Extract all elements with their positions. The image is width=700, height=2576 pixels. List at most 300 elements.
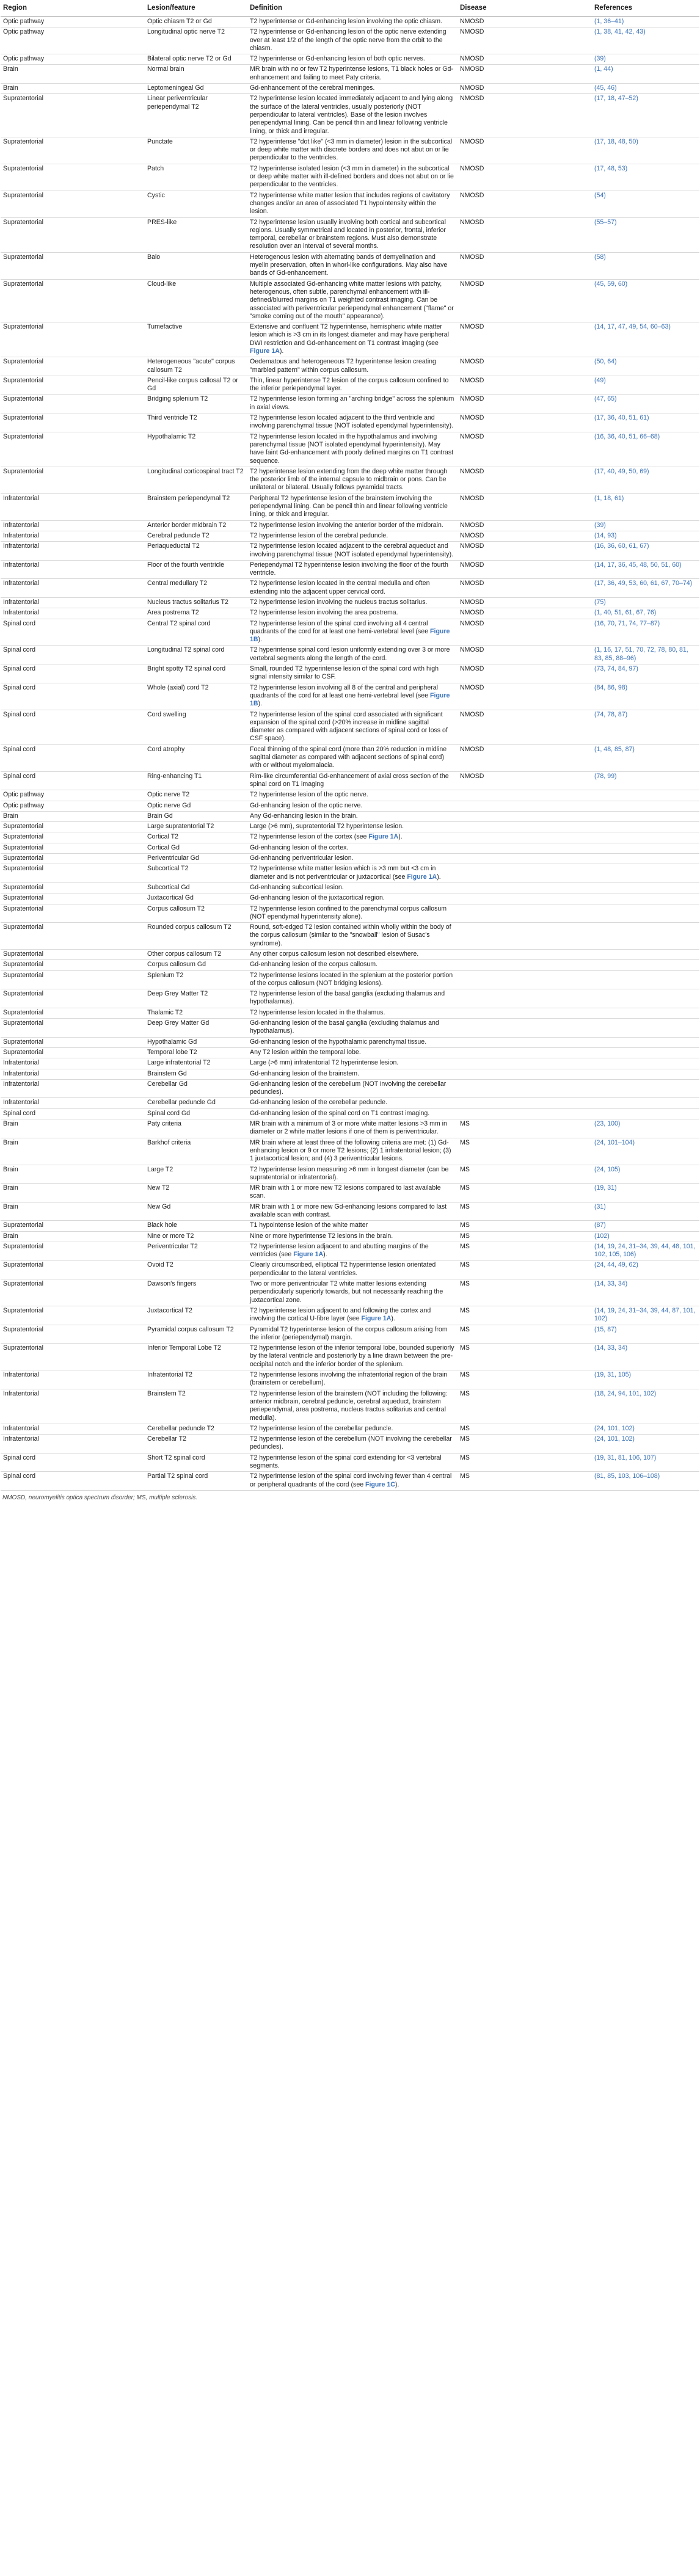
cell-definition: T2 hyperintense or Gd-enhancing lesion of both optic nerves. — [247, 54, 458, 65]
table-row — [1, 1435, 699, 1454]
cell-definition: Extensive and confluent T2 hyperintense, hemispheric white matter lesion which is >3 cm in its longest diameter and may have peripheral DWI restriction and Gd-enhancement on T1 contrast imaging (see Figure 1A). — [247, 322, 458, 357]
cell-definition: T2 hyperintense lesions involving the infratentorial region of the brain (brainstem or cerebellum). — [247, 1370, 458, 1389]
cell-references[interactable]: (17, 18, 48, 50) — [592, 137, 699, 164]
cell-disease: MS — [458, 1231, 592, 1242]
cell-disease: NMOSD — [458, 164, 592, 191]
cell-definition: Nine or more hyperintense T2 lesions in the brain. — [247, 1231, 458, 1242]
cell-references[interactable]: (19, 31, 81, 106, 107) — [592, 1453, 699, 1472]
cell-references[interactable]: (87) — [592, 1221, 699, 1231]
cell-region: Supratentorial — [1, 252, 145, 279]
cell-disease: MS — [458, 1472, 592, 1491]
cell-region: Spinal cord — [1, 683, 145, 710]
table-row — [1, 989, 699, 1008]
table-header — [1, 0, 699, 17]
cell-references[interactable]: (14, 19, 24, 31–34, 39, 44, 48, 101, 102, 105, 106) — [592, 1242, 699, 1261]
cell-lesion-feature: Juxtacortical T2 — [145, 1306, 247, 1325]
cell-references — [592, 960, 699, 970]
cell-disease — [458, 1098, 592, 1108]
table-footnote: NMOSD, neuromyelitis optica spectrum disorder; MS, multiple sclerosis. — [2, 1494, 197, 1501]
cell-references[interactable]: (1, 40, 51, 61, 67, 76) — [592, 608, 699, 619]
cell-references[interactable]: (16, 36, 60, 61, 67) — [592, 542, 699, 561]
cell-disease: MS — [458, 1221, 592, 1231]
table-row — [1, 1202, 699, 1221]
cell-references[interactable]: (1, 16, 17, 51, 70, 72, 78, 80, 81, 83, 85, 88–96) — [592, 646, 699, 664]
cell-region: Optic pathway — [1, 54, 145, 65]
table-row — [1, 357, 699, 376]
cell-references[interactable]: (1, 38, 41, 42, 43) — [592, 27, 699, 54]
cell-references[interactable]: (24, 44, 49, 62) — [592, 1261, 699, 1279]
cell-disease — [458, 923, 592, 950]
cell-disease — [458, 1047, 592, 1058]
cell-references — [592, 882, 699, 893]
cell-lesion-feature: Patch — [145, 164, 247, 191]
cell-definition: T2 hyperintense lesion of the brainstem (NOT including the following: anterior midbrain, cerebral peduncle, cerebral aqueduct, brainstem periependymal, area postrema, nucleus tractus solitarius and central medulla). — [247, 1389, 458, 1424]
cell-definition: T2 hyperintense "dot like" (<3 mm in diameter) lesion in the subcortical or deep white matter with discrete borders and does not abut on or lie perpendicular to the ventricles. — [247, 137, 458, 164]
cell-disease: NMOSD — [458, 84, 592, 94]
cell-definition: T2 hyperintense lesion of the spinal cord extending for <3 vertebral segments. — [247, 1453, 458, 1472]
cell-region: Spinal cord — [1, 771, 145, 790]
cell-region: Infratentorial — [1, 579, 145, 598]
table-row — [1, 1370, 699, 1389]
header-disease: Disease — [458, 0, 592, 17]
cell-region: Supratentorial — [1, 970, 145, 989]
table-row — [1, 949, 699, 959]
header-references: References — [592, 0, 699, 17]
cell-lesion-feature: Cystic — [145, 191, 247, 217]
cell-region: Infratentorial — [1, 1435, 145, 1454]
cell-region: Supratentorial — [1, 904, 145, 923]
cell-region: Supratentorial — [1, 893, 145, 904]
cell-definition: Gd-enhancing lesion of the hypothalamic parenchymal tissue. — [247, 1037, 458, 1047]
cell-disease: MS — [458, 1119, 592, 1138]
cell-definition: Any Gd-enhancing lesion in the brain. — [247, 811, 458, 821]
cell-references[interactable]: (58) — [592, 252, 699, 279]
figure-link[interactable]: Figure 1A — [293, 1251, 324, 1259]
table-row — [1, 27, 699, 54]
cell-region: Supratentorial — [1, 376, 145, 395]
table-row — [1, 252, 699, 279]
table-row — [1, 598, 699, 608]
cell-disease — [458, 989, 592, 1008]
cell-disease — [458, 854, 592, 864]
cell-definition: Gd-enhancing lesion of the corpus callosum. — [247, 960, 458, 970]
cell-references[interactable]: (1, 36–41) — [592, 17, 699, 27]
cell-references[interactable]: (75) — [592, 598, 699, 608]
cell-definition: Pyramidal T2 hyperintense lesion of the corpus callosum arising from the inferior (periependymal) margin. — [247, 1325, 458, 1344]
header-lesion-feature: Lesion/feature — [145, 0, 247, 17]
cell-disease: MS — [458, 1435, 592, 1454]
cell-lesion-feature: Whole (axial) cord T2 — [145, 683, 247, 710]
cell-lesion-feature: Cerebellar peduncle T2 — [145, 1424, 247, 1434]
cell-lesion-feature: Subcortical Gd — [145, 882, 247, 893]
cell-disease — [458, 832, 592, 843]
cell-disease — [458, 864, 592, 883]
cell-definition: T2 hyperintense lesion located immediately adjacent to and lying along the surface of the lateral ventricles, usually posteriorly (NOT perpendicular to lateral ventricles). Base of the lesion involves periependymal lining. Can be pencil thin and linear following ventricle lining, or thick and irregular. — [247, 94, 458, 137]
cell-disease: NMOSD — [458, 664, 592, 683]
table-row — [1, 17, 699, 27]
cell-references[interactable]: (17, 40, 49, 50, 69) — [592, 467, 699, 493]
table-row — [1, 279, 699, 322]
figure-link[interactable]: Figure 1A — [250, 347, 280, 355]
cell-references — [592, 1069, 699, 1079]
cell-disease: NMOSD — [458, 54, 592, 65]
cell-lesion-feature: Subcortical T2 — [145, 864, 247, 883]
cell-region: Optic pathway — [1, 17, 145, 27]
table-row — [1, 1242, 699, 1261]
cell-region: Supratentorial — [1, 1008, 145, 1018]
table-row — [1, 1069, 699, 1079]
cell-references — [592, 1008, 699, 1018]
cell-disease: NMOSD — [458, 252, 592, 279]
cell-region: Supratentorial — [1, 822, 145, 832]
cell-lesion-feature: PRES-like — [145, 217, 247, 252]
cell-references[interactable]: (47, 65) — [592, 395, 699, 413]
cell-definition: Two or more periventricular T2 white matter lesions extending perpendicularly superiorly towards, but not necessarily reaching the juxtacortical zone. — [247, 1279, 458, 1306]
cell-definition: T2 hyperintense lesion of the optic nerve. — [247, 790, 458, 801]
cell-lesion-feature: Cerebellar peduncle Gd — [145, 1098, 247, 1108]
cell-lesion-feature: Nucleus tractus solitarius T2 — [145, 598, 247, 608]
cell-references[interactable]: (81, 85, 103, 106–108) — [592, 1472, 699, 1491]
cell-references[interactable]: (17, 36, 49, 53, 60, 61, 67, 70–74) — [592, 579, 699, 598]
cell-lesion-feature: Brainstem Gd — [145, 1069, 247, 1079]
table-row — [1, 54, 699, 65]
cell-references[interactable]: (74, 78, 87) — [592, 710, 699, 744]
cell-lesion-feature: Infratentorial T2 — [145, 1370, 247, 1389]
table-row — [1, 854, 699, 864]
cell-references[interactable]: (78, 99) — [592, 771, 699, 790]
cell-references[interactable]: (1, 48, 85, 87) — [592, 744, 699, 771]
cell-region: Spinal cord — [1, 710, 145, 744]
table-row — [1, 970, 699, 989]
figure-link[interactable]: Figure 1C — [365, 1480, 395, 1488]
cell-references[interactable]: (102) — [592, 1231, 699, 1242]
cell-references[interactable]: (24, 101–104) — [592, 1138, 699, 1165]
cell-disease: NMOSD — [458, 65, 592, 84]
table-row — [1, 822, 699, 832]
cell-references[interactable]: (1, 44) — [592, 65, 699, 84]
cell-region: Infratentorial — [1, 1079, 145, 1098]
cell-disease — [458, 1069, 592, 1079]
table-row — [1, 771, 699, 790]
cell-references[interactable]: (31) — [592, 1202, 699, 1221]
cell-region: Supratentorial — [1, 413, 145, 432]
cell-disease — [458, 904, 592, 923]
cell-references[interactable]: (24, 105) — [592, 1165, 699, 1184]
cell-definition: T2 hyperintense lesion located in the hypothalamus and involving parenchymal tissue (NOT isolated ependymal hyperintensity). May have faint Gd-enhancement with poorly defined margins on T1 contrast sequence. — [247, 432, 458, 467]
table-row — [1, 1138, 699, 1165]
cell-references[interactable]: (50, 64) — [592, 357, 699, 376]
cell-references[interactable]: (73, 74, 84, 97) — [592, 664, 699, 683]
cell-definition: Any other corpus callosum lesion not described elsewhere. — [247, 949, 458, 959]
cell-references[interactable]: (15, 87) — [592, 1325, 699, 1344]
cell-region: Spinal cord — [1, 1472, 145, 1491]
cell-definition: Multiple associated Gd-enhancing white matter lesions with patchy, heterogenous, often subtle, parenchymal enhancement with ill-defined/blurred margins on T1 weighted contrast imaging. Can be associated with periventricular periependymal enhancement ("flame" or "smoke coming out of the mouth" appearance). — [247, 279, 458, 322]
cell-definition: T2 hyperintense lesion of the spinal cord involving fewer than 4 central or peripheral quadrants of the cord (see Figure 1C). — [247, 1472, 458, 1491]
cell-disease: MS — [458, 1279, 592, 1306]
cell-disease — [458, 893, 592, 904]
cell-region: Supratentorial — [1, 191, 145, 217]
cell-definition: MR brain with 1 or more new T2 lesions compared to last available scan. — [247, 1184, 458, 1202]
cell-lesion-feature: Central T2 spinal cord — [145, 619, 247, 646]
cell-region: Spinal cord — [1, 664, 145, 683]
table-row — [1, 1231, 699, 1242]
cell-lesion-feature: Balo — [145, 252, 247, 279]
cell-lesion-feature: Brainstem periependymal T2 — [145, 493, 247, 520]
cell-disease: NMOSD — [458, 27, 592, 54]
header-region: Region — [1, 0, 145, 17]
cell-region: Brain — [1, 1119, 145, 1138]
cell-definition: T2 hyperintense lesion involving the area postrema. — [247, 608, 458, 619]
cell-references[interactable]: (23, 100) — [592, 1119, 699, 1138]
cell-references[interactable]: (14, 17, 47, 49, 54, 60–63) — [592, 322, 699, 357]
table-row — [1, 137, 699, 164]
cell-lesion-feature: Spinal cord Gd — [145, 1108, 247, 1119]
cell-definition: T2 hyperintense lesion of the spinal cord involving all 4 central quadrants of the cord for at least one hemi-vertebral level (see Figure 1B). — [247, 619, 458, 646]
cell-region: Supratentorial — [1, 432, 145, 467]
cell-definition: Gd-enhancing lesion of the cerebellar peduncle. — [247, 1098, 458, 1108]
table-row — [1, 1047, 699, 1058]
cell-references[interactable]: (49) — [592, 376, 699, 395]
cell-definition: Gd-enhancing lesion of the basal ganglia (excluding thalamus and hypothalamus). — [247, 1019, 458, 1038]
cell-disease — [458, 1008, 592, 1018]
cell-disease — [458, 882, 592, 893]
cell-disease: MS — [458, 1424, 592, 1434]
cell-references[interactable]: (17, 18, 47–52) — [592, 94, 699, 137]
table-row — [1, 579, 699, 598]
cell-references — [592, 893, 699, 904]
cell-references — [592, 822, 699, 832]
cell-references[interactable]: (45, 59, 60) — [592, 279, 699, 322]
table-row — [1, 832, 699, 843]
cell-disease: NMOSD — [458, 279, 592, 322]
cell-disease: MS — [458, 1242, 592, 1261]
cell-references — [592, 904, 699, 923]
table-row — [1, 790, 699, 801]
cell-definition: MR brain where at least three of the following criteria are met: (1) Gd-enhancing lesion or 9 or more T2 lesions; (2) 1 infratentorial lesion; (3) 1 juxtacortical lesion; and (4) 3 periventricular lesions. — [247, 1138, 458, 1165]
cell-lesion-feature: Longitudinal corticospinal tract T2 — [145, 467, 247, 493]
cell-disease: NMOSD — [458, 560, 592, 579]
cell-definition: T2 hyperintense lesion located adjacent to the cerebral aqueduct and involving parenchymal tissue (NOT isolated ependymal hyperintensity). — [247, 542, 458, 561]
cell-lesion-feature: Black hole — [145, 1221, 247, 1231]
cell-lesion-feature: Bilateral optic nerve T2 or Gd — [145, 54, 247, 65]
cell-lesion-feature: Deep Grey Matter Gd — [145, 1019, 247, 1038]
table-row — [1, 84, 699, 94]
cell-definition: T2 hyperintense or Gd-enhancing lesion of the optic nerve extending over at least 1/2 of the length of the optic nerve from the orbit to the chiasm. — [247, 27, 458, 54]
table-row — [1, 191, 699, 217]
cell-lesion-feature: Tumefactive — [145, 322, 247, 357]
cell-disease: MS — [458, 1184, 592, 1202]
cell-disease: MS — [458, 1261, 592, 1279]
cell-region: Supratentorial — [1, 94, 145, 137]
table-row — [1, 1008, 699, 1018]
cell-lesion-feature: Short T2 spinal cord — [145, 1453, 247, 1472]
cell-references[interactable]: (54) — [592, 191, 699, 217]
cell-lesion-feature: Cortical Gd — [145, 843, 247, 853]
cell-definition: T2 hyperintense white matter lesion that includes regions of cavitatory changes and/or an area of associated T1 hypointensity within the lesion. — [247, 191, 458, 217]
figure-link[interactable]: Figure 1A — [368, 833, 399, 841]
cell-definition: T2 hyperintense lesions located in the splenium at the posterior portion of the corpus callosum (NOT bridging lesions). — [247, 970, 458, 989]
cell-lesion-feature: Brainstem T2 — [145, 1389, 247, 1424]
cell-references[interactable]: (39) — [592, 54, 699, 65]
cell-references[interactable]: (17, 36, 40, 51, 61) — [592, 413, 699, 432]
cell-references — [592, 923, 699, 950]
cell-disease — [458, 1058, 592, 1069]
cell-lesion-feature: Large infratentorial T2 — [145, 1058, 247, 1069]
cell-definition: T2 hyperintense lesion located in the central medulla and often extending into the adjacent upper cervical cord. — [247, 579, 458, 598]
cell-references[interactable]: (24, 101, 102) — [592, 1424, 699, 1434]
cell-region: Supratentorial — [1, 164, 145, 191]
cell-region: Supratentorial — [1, 1221, 145, 1231]
cell-region: Supratentorial — [1, 923, 145, 950]
cell-definition: T2 hyperintense lesion usually involving both cortical and subcortical regions. Usually symmetrical and located in posterior, frontal, inferior temporal, cerebellar or brainstem regions. Must also demonstrate resolution over an interval of several months. — [247, 217, 458, 252]
cell-lesion-feature: Anterior border midbrain T2 — [145, 520, 247, 531]
table-row — [1, 467, 699, 493]
cell-references[interactable]: (14, 17, 36, 45, 48, 50, 51, 60) — [592, 560, 699, 579]
cell-definition: Gd-enhancing lesion of the optic nerve. — [247, 801, 458, 811]
cell-region: Supratentorial — [1, 1279, 145, 1306]
table-row — [1, 608, 699, 619]
cell-disease: MS — [458, 1389, 592, 1424]
figure-link[interactable]: Figure 1A — [361, 1315, 392, 1323]
cell-disease: NMOSD — [458, 467, 592, 493]
cell-definition: MR brain with no or few T2 hyperintense lesions, T1 black holes or Gd-enhancement and failing to meet Paty criteria. — [247, 65, 458, 84]
cell-region: Infratentorial — [1, 520, 145, 531]
cell-lesion-feature: Ovoid T2 — [145, 1261, 247, 1279]
cell-disease: NMOSD — [458, 191, 592, 217]
cell-references[interactable]: (16, 70, 71, 74, 77–87) — [592, 619, 699, 646]
cell-references[interactable]: (14, 33, 34) — [592, 1344, 699, 1370]
table-row — [1, 619, 699, 646]
cell-lesion-feature: Splenium T2 — [145, 970, 247, 989]
cell-definition: Oedematous and heterogeneous T2 hyperintense lesion creating "marbled pattern" within corpus callosum. — [247, 357, 458, 376]
cell-lesion-feature: Hypothalamic T2 — [145, 432, 247, 467]
cell-references[interactable]: (45, 46) — [592, 84, 699, 94]
cell-region: Supratentorial — [1, 395, 145, 413]
cell-lesion-feature: Cord atrophy — [145, 744, 247, 771]
cell-references[interactable]: (19, 31) — [592, 1184, 699, 1202]
cell-lesion-feature: Corpus callosum T2 — [145, 904, 247, 923]
cell-definition: Large (>6 mm), supratentorial T2 hyperintense lesion. — [247, 822, 458, 832]
cell-references[interactable]: (84, 86, 98) — [592, 683, 699, 710]
cell-lesion-feature: Large supratentorial T2 — [145, 822, 247, 832]
cell-disease: MS — [458, 1138, 592, 1165]
cell-references[interactable]: (16, 36, 40, 51, 66–68) — [592, 432, 699, 467]
cell-disease: NMOSD — [458, 646, 592, 664]
cell-lesion-feature: Heterogeneous "acute" corpus callosum T2 — [145, 357, 247, 376]
cell-lesion-feature: Rounded corpus callosum T2 — [145, 923, 247, 950]
cell-lesion-feature: Ring-enhancing T1 — [145, 771, 247, 790]
cell-region: Supratentorial — [1, 864, 145, 883]
cell-references[interactable]: (19, 31, 105) — [592, 1370, 699, 1389]
cell-region: Optic pathway — [1, 27, 145, 54]
table-row — [1, 1119, 699, 1138]
cell-definition: T2 hyperintense lesion involving the anterior border of the midbrain. — [247, 520, 458, 531]
cell-references[interactable]: (1, 18, 61) — [592, 493, 699, 520]
cell-references[interactable]: (24, 101, 102) — [592, 1435, 699, 1454]
cell-lesion-feature: Barkhof criteria — [145, 1138, 247, 1165]
cell-definition: T2 hyperintense lesion confined to the parenchymal corpus callosum (NOT ependymal hyperintensity alone). — [247, 904, 458, 923]
table-row — [1, 1344, 699, 1370]
cell-disease: NMOSD — [458, 137, 592, 164]
cell-references — [592, 1047, 699, 1058]
cell-region: Supratentorial — [1, 1019, 145, 1038]
cell-region: Infratentorial — [1, 608, 145, 619]
cell-references[interactable]: (55–57) — [592, 217, 699, 252]
cell-region: Brain — [1, 1231, 145, 1242]
table-row — [1, 960, 699, 970]
cell-lesion-feature: Optic nerve T2 — [145, 790, 247, 801]
cell-definition: Gd-enhancing lesion of the brainstem. — [247, 1069, 458, 1079]
cell-lesion-feature: Periventricular Gd — [145, 854, 247, 864]
cell-lesion-feature: Optic nerve Gd — [145, 801, 247, 811]
cell-references — [592, 1019, 699, 1038]
cell-definition: MR brain with 1 or more new Gd-enhancing lesions compared to last available scan with contrast. — [247, 1202, 458, 1221]
cell-references[interactable]: (39) — [592, 520, 699, 531]
cell-references[interactable]: (18, 24, 94, 101, 102) — [592, 1389, 699, 1424]
cell-region: Supratentorial — [1, 1306, 145, 1325]
cell-disease — [458, 1108, 592, 1119]
cell-region: Supratentorial — [1, 1325, 145, 1344]
cell-references — [592, 1037, 699, 1047]
cell-references[interactable]: (17, 48, 53) — [592, 164, 699, 191]
cell-disease: NMOSD — [458, 357, 592, 376]
cell-references[interactable]: (14, 93) — [592, 531, 699, 541]
cell-definition: Any T2 lesion within the temporal lobe. — [247, 1047, 458, 1058]
cell-definition: T2 hyperintense lesion of the basal ganglia (excluding thalamus and hypothalamus). — [247, 989, 458, 1008]
table-row — [1, 1261, 699, 1279]
cell-region: Brain — [1, 1138, 145, 1165]
cell-lesion-feature: Dawson's fingers — [145, 1279, 247, 1306]
cell-definition: Gd-enhancing lesion of the cortex. — [247, 843, 458, 853]
lesion-definitions-table — [1, 0, 699, 1491]
cell-references[interactable]: (14, 19, 24, 31–34, 39, 44, 87, 101, 102) — [592, 1306, 699, 1325]
figure-link[interactable]: Figure 1A — [407, 873, 437, 881]
cell-region: Supratentorial — [1, 1242, 145, 1261]
table-row — [1, 1472, 699, 1491]
cell-definition: T2 hyperintense or Gd-enhancing lesion involving the optic chiasm. — [247, 17, 458, 27]
cell-lesion-feature: Longitudinal T2 spinal cord — [145, 646, 247, 664]
cell-lesion-feature: Optic chiasm T2 or Gd — [145, 17, 247, 27]
table-row — [1, 744, 699, 771]
figure-link[interactable]: Figure 1B — [250, 691, 450, 708]
cell-definition: Large (>6 mm) infratentorial T2 hyperintense lesion. — [247, 1058, 458, 1069]
header-row — [1, 0, 699, 17]
cell-region: Spinal cord — [1, 1108, 145, 1119]
table-row — [1, 65, 699, 84]
cell-references — [592, 949, 699, 959]
cell-definition: T2 hyperintense lesion of the spinal cord associated with significant expansion of the spinal cord (>20% increase in midline sagittal diameter as compared with adjacent sections of spinal cord or loss of CSF space). — [247, 710, 458, 744]
cell-references — [592, 832, 699, 843]
cell-lesion-feature: Cloud-like — [145, 279, 247, 322]
cell-definition: T2 hyperintense lesion involving the nucleus tractus solitarius. — [247, 598, 458, 608]
cell-definition: T2 hyperintense lesion of the inferior temporal lobe, bounded superiorly by the lateral ventricle and posteriorly by a line drawn between the pre-occipital notch and the inferior border of the splenium. — [247, 1344, 458, 1370]
cell-region: Supratentorial — [1, 217, 145, 252]
cell-region: Infratentorial — [1, 1389, 145, 1424]
cell-lesion-feature: Brain Gd — [145, 811, 247, 821]
table-row — [1, 904, 699, 923]
table-row — [1, 1221, 699, 1231]
figure-link[interactable]: Figure 1B — [250, 627, 450, 644]
cell-definition: Gd-enhancing subcortical lesion. — [247, 882, 458, 893]
cell-disease: NMOSD — [458, 94, 592, 137]
cell-references[interactable]: (14, 33, 34) — [592, 1279, 699, 1306]
cell-lesion-feature: Area postrema T2 — [145, 608, 247, 619]
header-definition: Definition — [247, 0, 458, 17]
cell-region: Supratentorial — [1, 137, 145, 164]
cell-definition: Gd-enhancing periventricular lesion. — [247, 854, 458, 864]
cell-lesion-feature: New Gd — [145, 1202, 247, 1221]
cell-disease: NMOSD — [458, 322, 592, 357]
